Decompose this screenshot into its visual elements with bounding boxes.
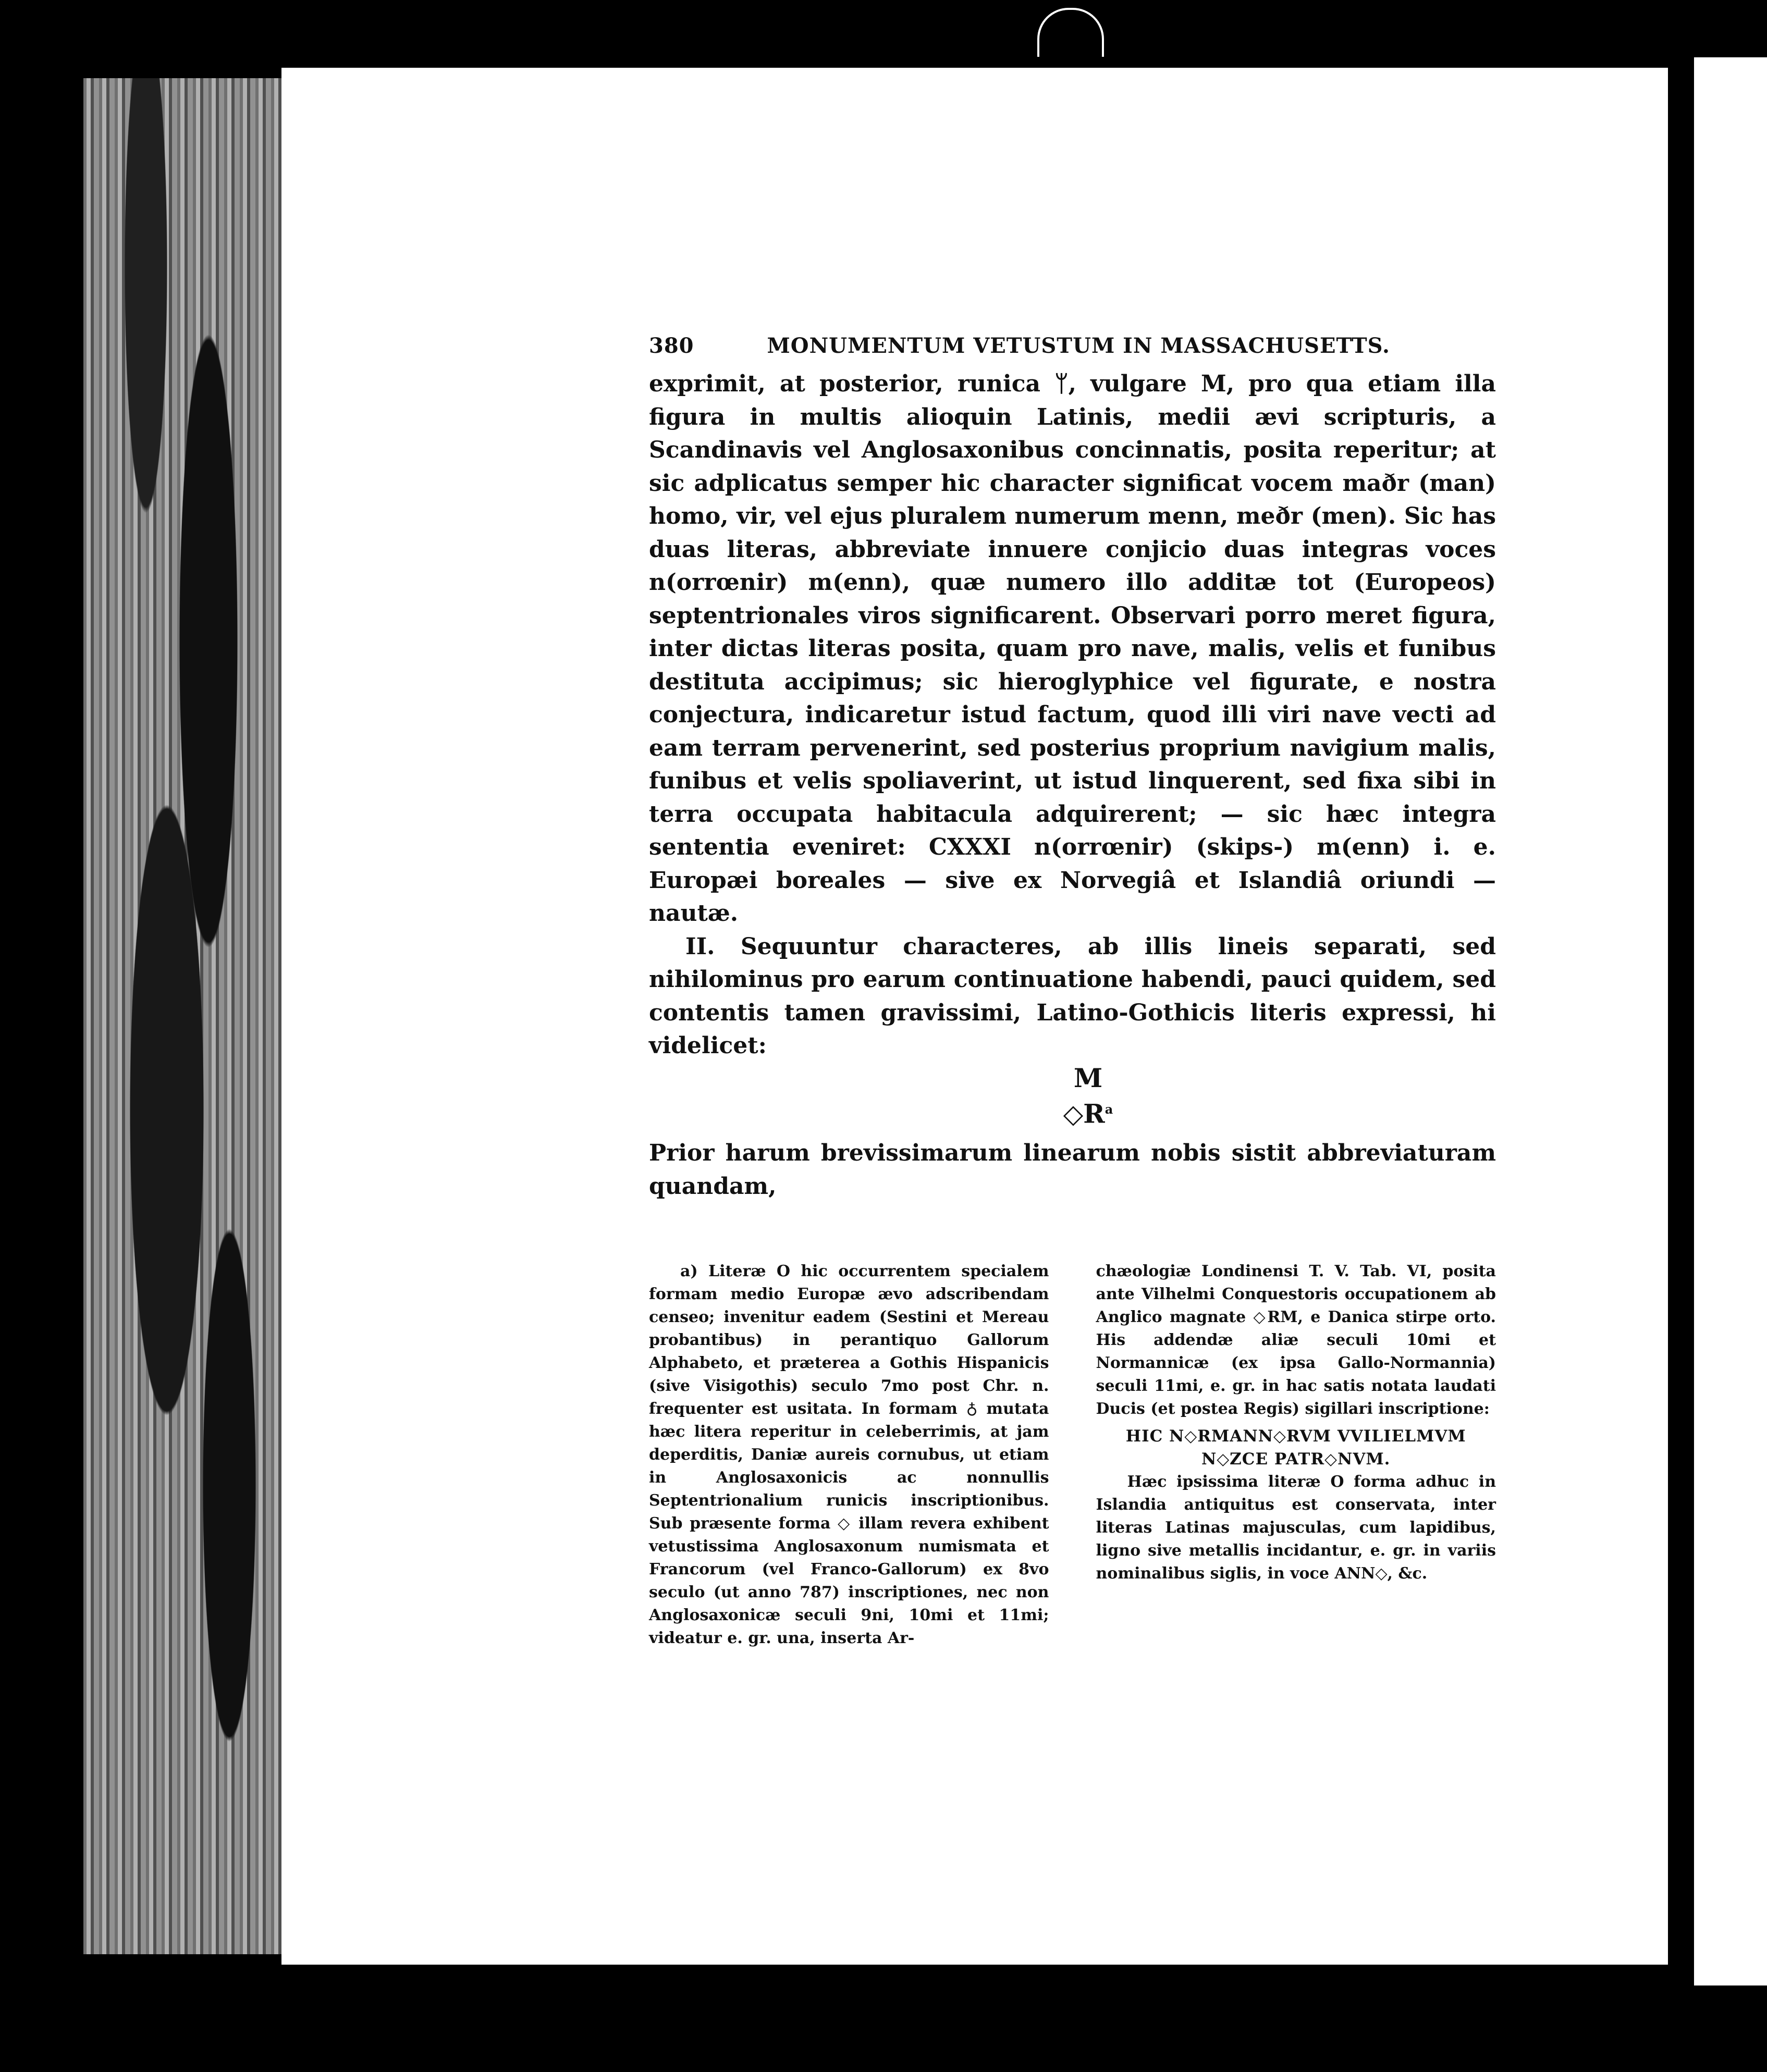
paragraph-2: II. Sequuntur characteres, ab illis lineis separati, sed nihilominus pro earum continuatione habendi, pauci quidem, sed contentis tamen gravissimi, Latino-Gothicis literis expressi, hi videlicet:	[649, 933, 1496, 1059]
scan-left-margin	[83, 78, 292, 1954]
page-number: 380	[649, 334, 694, 358]
footnote-continuation: chæologiæ Londinensi T. V. Tab. VI, posita ante Vilhelmi Conquestoris occupationem ab Anglico magnate ◇RM, e Danica stirpe orto. His addendæ aliæ seculi 10mi et Normannicæ (ex ipsa Gallo-Normannia) seculi 11mi, e. gr. in hac satis notata laudati Ducis (et postea Regis) sigillari inscriptione:	[1096, 1262, 1496, 1419]
scan-top-mark	[1037, 8, 1104, 57]
running-title: MONUMENTUM VETUSTUM IN MASSACHUSETTS.	[767, 334, 1390, 358]
footnote-conclusion: Hæc ipsissima literæ O forma adhuc in Islandia antiquitus est conservata, inter literas Latinas majusculas, cum lapidibus, ligno sive metallis incidantur, e. gr. in variis nominalibus siglis, in voce ANN◇, &c.	[1096, 1473, 1496, 1583]
glyph-block	[680, 1063, 1496, 1130]
inscription-line-2: N◇ZCE PATR◇NVM.	[1201, 1450, 1391, 1469]
footnote-column-left	[649, 1260, 1049, 1650]
footnote-marker: a	[1105, 1101, 1113, 1117]
glyph-line-1: M	[1073, 1062, 1103, 1093]
footnote-column-right	[1096, 1260, 1496, 1650]
footnotes	[649, 1260, 1496, 1650]
paragraph-1: exprimit, at posterior, runica ᛘ, vulgare M, pro qua etiam illa figura in multis alioquin Latinis, medii ævi scripturis, a Scandinavis vel Anglosaxonibus concinnatis, posita reperitur; at sic adplicatus semper hic character significat vocem maðr (man) homo, vir, vel ejus pluralem numerum menn, meðr (men). Sic has duas literas, abbreviate innuere conjicio duas integras voces n(orrœnir) m(enn), quæ numero illo additæ tot (Europeos) septentrionales viros significarent. Observari porro meret figura, inter dictas literas posita, quam pro nave, malis, velis et funibus destituta accipimus; sic hieroglyphice vel figurate, e nostra conjectura, indicaretur istud factum, quod illi viri nave vecti ad eam terram pervenerint, sed posterius proprium navigium malis, funibus et velis spoliaverint, ut istud linquerent, sed fixa sibi in terra occupata habitacula adquirerent; — sic hæc integra sententia eveniret: CXXXI n(orrœnir) (skips-) m(enn) i. e. Europæi boreales — sive ex Norvegiâ et Islandiâ oriundi — nautæ.	[649, 371, 1496, 927]
running-header	[649, 334, 1496, 358]
facing-page-edge	[1694, 57, 1767, 1985]
glyph-line-2-text: ◇R	[1063, 1098, 1105, 1129]
page-content	[649, 334, 1496, 1650]
footnote-a-text: a) Literæ O hic occurrentem specialem formam medio Europæ ævo adscribendam censeo; invenitur eadem (Sestini et Mereau probantibus) in perantiquo Gallorum Alphabeto, et præterea a Gothis Hispanicis (sive Visigothis) seculo 7mo post Chr. n. frequenter est usitata. In formam ♁ mutata hæc litera reperitur in celeberrimis, at jam deperditis, Daniæ aureis cornubus, ut etiam in Anglosaxonicis ac nonnullis Septentrionalium runicis inscriptionibus. Sub præsente forma ◇ illam revera exhibent vetustissima Anglosaxonum numismata et Francorum (vel Franco-Gallorum) ex 8vo seculo (ut anno 787) inscriptiones, nec non Anglosaxonicæ seculi 9ni, 10mi et 11mi; videatur e. gr. una, inserta Ar-	[649, 1262, 1049, 1648]
main-text	[649, 367, 1496, 1063]
glyph-line-2	[680, 1094, 1496, 1130]
inscription-line-1: HIC N◇RMANN◇RVM VVILIELMVM	[1125, 1427, 1466, 1446]
paragraph-3: Prior harum brevissimarum linearum nobis sistit abbreviaturam quandam,	[649, 1140, 1496, 1200]
